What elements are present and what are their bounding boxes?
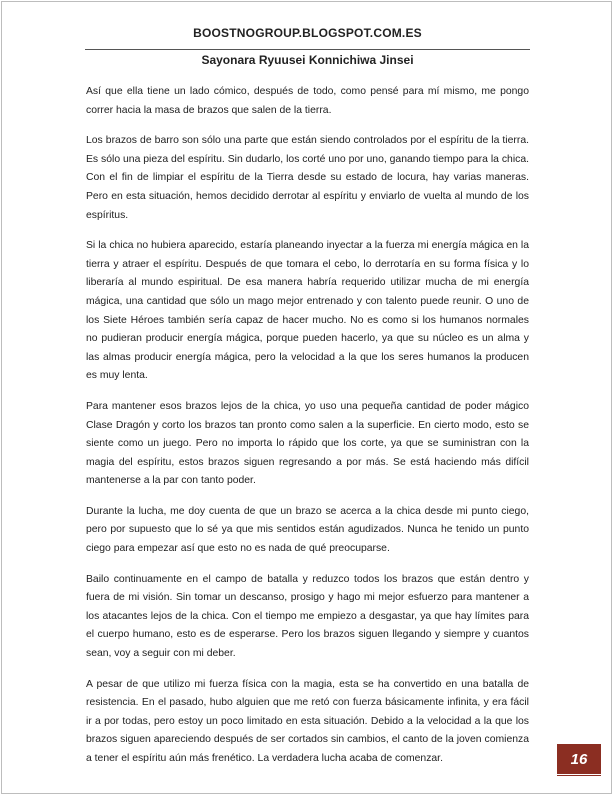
body-text (86, 83, 529, 781)
header-rule (85, 49, 530, 50)
paragraph-7: A pesar de que utilizo mi fuerza física con la magia, esta se ha convertido en una batalla de resistencia. En el pasado, hubo alguien que me retó con fuerza básicamente infinita, y era fácil ir a por todas, pero estoy un poco limitado en esta situación. Debido a la velocidad a la que los brazos siguen apareciendo después de ser cortados sin cambios, el canto de la joven comienza a tener el espíritu aún más frenético. La verdadera lucha acaba de comenzar. (86, 678, 529, 764)
page-number-underline (557, 775, 601, 776)
paragraph-6: Bailo continuamente en el campo de batalla y reduzco todos los brazos que están dentro y fuera de mi visión. Sin tomar un descanso, prosigo y hago mi mejor esfuerzo para mantener a los atacantes lejos de la chica. Con el tiempo me empiezo a desgastar, ya que hay límites para el cuerpo humano, esto es de esperarse. Pero los brazos siguen llegando y siempre y cuantos sean, voy a seguir con mi deber. (86, 573, 529, 660)
paragraph-5: Durante la lucha, me doy cuenta de que un brazo se acerca a la chica desde mi punto ciego, pero por supuesto que lo sé ya que mis sentidos están agudizados. Nunca he tenido un punto ciego para empezar así que esto no es nada de qué preocuparse. (86, 505, 529, 555)
paragraph-2: Los brazos de barro son sólo una parte que están siendo controlados por el espíritu de la tierra. Es sólo una pieza del espíritu. Sin dudarlo, los corté uno por uno, ganando tiempo para la chica. Con el fin de limpiar el espíritu de la Tierra desde su estado de locura, hay varias maneras. Pero en esta situación, hemos decidido derrotar al espíritu y enviarlo de vuelta al mundo de los espíritus. (86, 135, 529, 221)
page-number-badge: 16 (557, 744, 601, 774)
paragraph-1: Así que ella tiene un lado cómico, después de todo, como pensé para mí mismo, me pongo correr hacia la masa de brazos que salen de la tierra. (86, 86, 529, 116)
chapter-title: Sayonara Ryuusei Konnichiwa Jinsei (201, 53, 414, 67)
site-url-header: BOOSTNOGROUP.BLOGSPOT.COM.ES (193, 26, 422, 40)
paragraph-3: Si la chica no hubiera aparecido, estaría planeando inyectar a la fuerza mi energía mágica en la tierra y atraer el espíritu. Después de que tomara el cebo, lo derrotaría en su forma física y lo liberaría al mundo espiritual. De esa manera habría requerido utilizar mucha de mi energía mágica, una cantidad que sólo un mago mejor entrenado y con talento puede reunir. O uno de los Siete Héroes también sería capaz de hacer mucho. No es como si los humanos normales no pudieran producir energía mágica, porque pueden hacerlo, ya que su núcleo es un alma y las almas producir energía mágica, pero la velocidad a la que los seres humanos la producen es muy lenta. (86, 240, 529, 382)
paragraph-4: Para mantener esos brazos lejos de la chica, yo uso una pequeña cantidad de poder mágico Clase Dragón y corto los brazos tan pronto como salen a la superficie. En cierto modo, esto se siente como un juego. Pero no importa lo rápido que los corte, ya que se suministran con la magia del espíritu, estos brazos siguen regresando a por más. Se está haciendo más difícil mantenerse a la par con tanto poder. (86, 400, 529, 487)
